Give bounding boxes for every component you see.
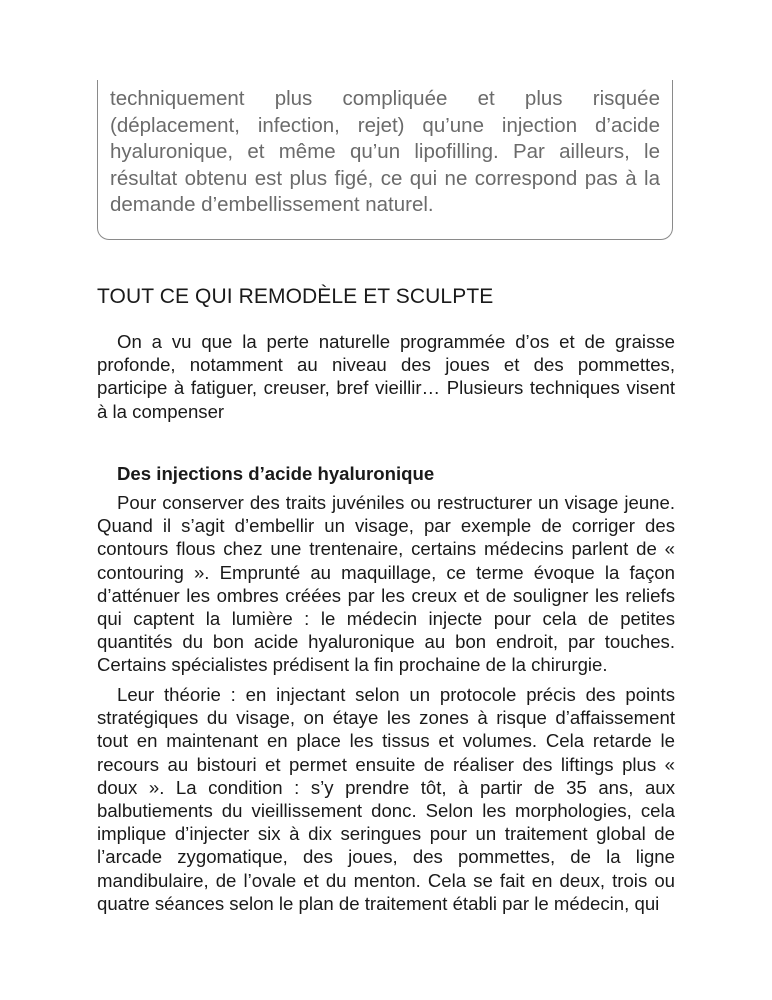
intro-paragraph: On a vu que la perte naturelle programmée d’os et de graisse profonde, notamment au niveau des joues et des pommettes, participe à fatiguer, creuser, bref vieillir… Plusieurs techniques visent à la compenser (97, 331, 675, 422)
section-title: TOUT CE QUI REMODÈLE ET SCULPTE (97, 285, 494, 308)
body-paragraph: Leur théorie : en injectant selon un protocole précis des points stratégiques du visage, on étaye les zones à risque d’affaissement tout en maintenant en place les tissus et volumes. Cela retarde le recours au bistouri et permet ensuite de réaliser des liftings plus « doux ». La condition : s’y prendre tôt, à partir de 35 ans, aux balbutiements du vieillissement donc. Selon les morphologies, cela implique d’injecter six à dix seringues pour un traitement global de l’arcade zygomatique, des joues, des pommettes, de la ligne mandibulaire, de l’ovale et du menton. Cela se fait en deux, trois ou quatre séances selon le plan de traitement établi par le médecin, qui (97, 684, 675, 914)
body-paragraph: Pour conserver des traits juvéniles ou restructurer un visage jeune. Quand il s’agit d’embellir un visage, par exemple de corriger des contours flous chez une trentenaire, certains médecins parlent de « contouring ». Emprunté au maquillage, ce terme évoque la façon d’atténuer les ombres créées par les creux et de souligner les reliefs qui captent la lumière : le médecin injecte pour cela de petites quantités du bon acide hyaluronique au bon endroit, par touches. Certains spécialistes prédisent la fin prochaine de la chirurgie. (97, 492, 675, 676)
boxed-note-text: techniquement plus compliquée et plus risquée (déplacement, infection, rejet) qu’une injection d’acide hyaluronique, et même qu’un lipofilling. Par ailleurs, le résultat obtenu est plus figé, ce qui ne correspond pas à la demande d’embellissement naturel. (110, 87, 660, 216)
subsection-heading: Des injections d’acide hyaluronique (117, 463, 435, 484)
